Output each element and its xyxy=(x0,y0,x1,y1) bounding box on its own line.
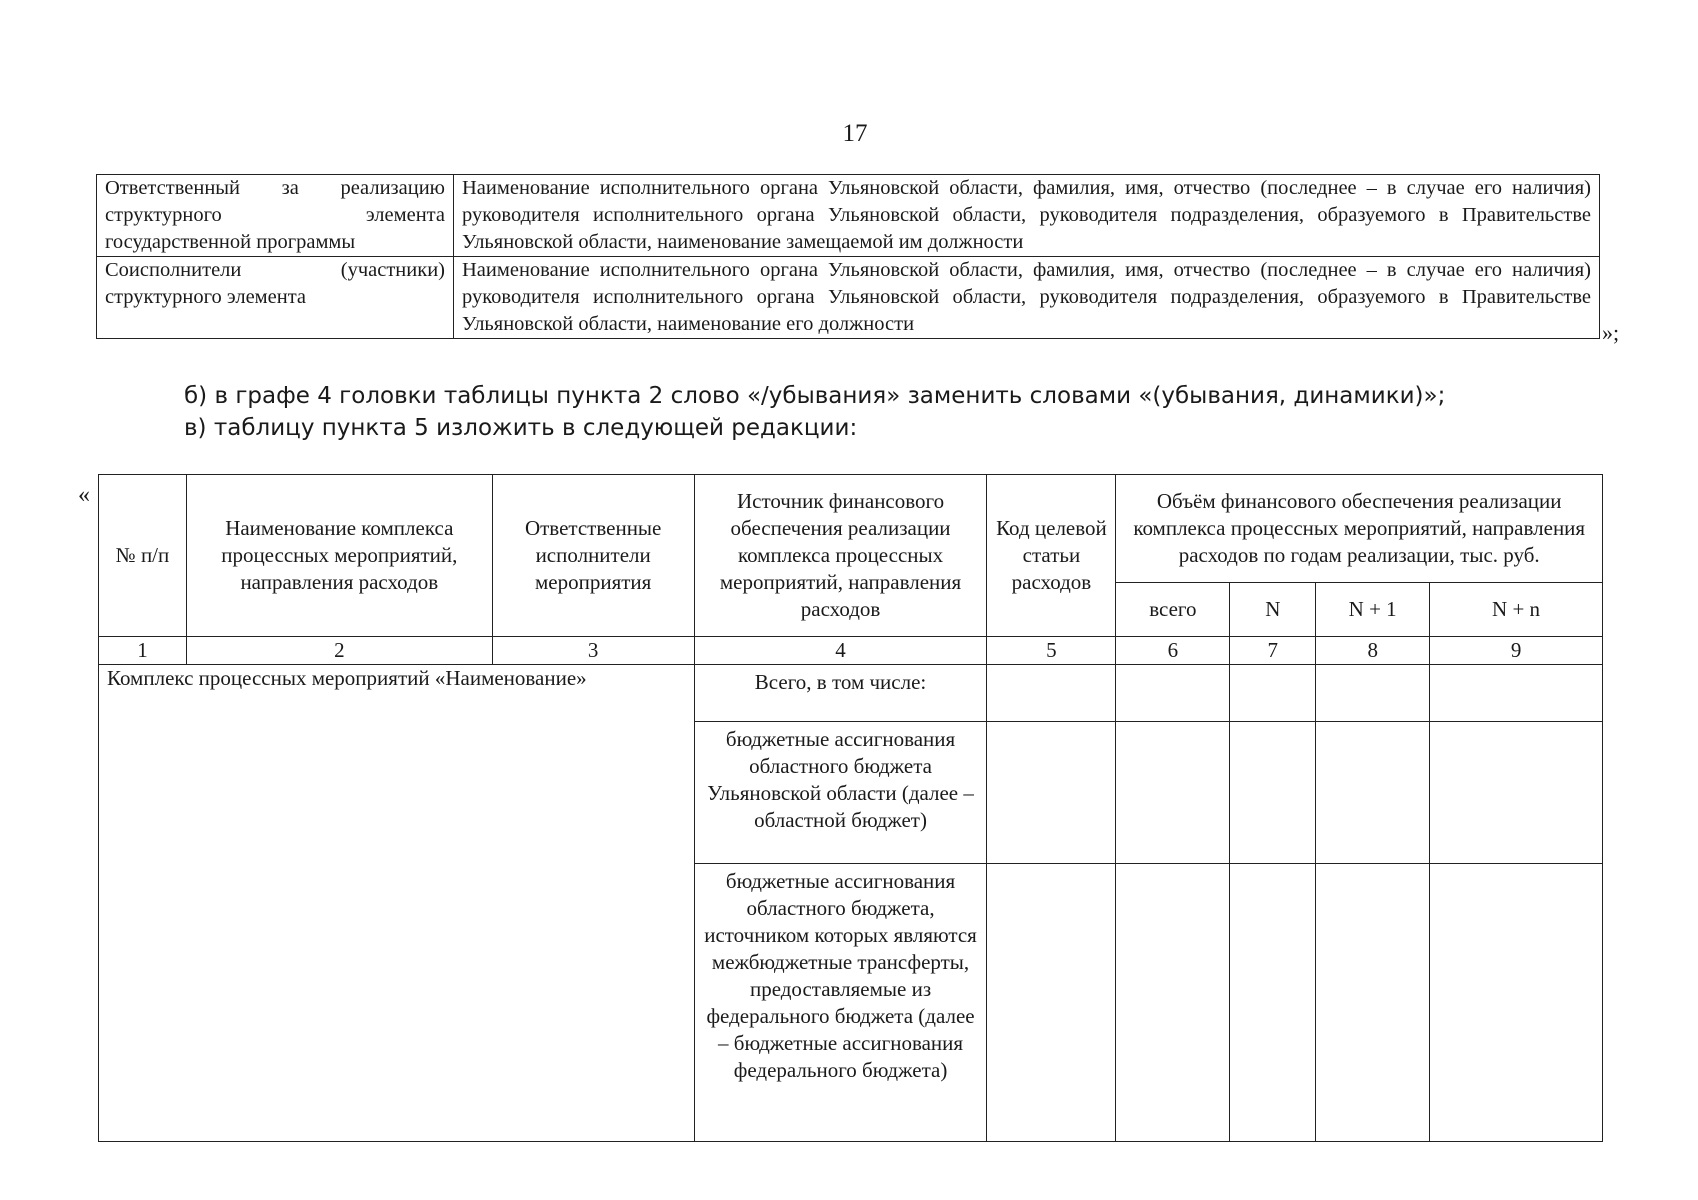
coexecutors-value: Наименование исполнительного органа Ульяновской области, фамилия, имя, отчество (последнее – в случае его наличия) руководителя исполнительного органа Ульяновской области, руководителя подразделения, образуемого в Правительстве Ульяновской области, наименование его должности xyxy=(454,257,1600,339)
table-row xyxy=(99,665,1603,722)
empty-cell xyxy=(1316,665,1430,722)
header-funding-volume: Объём финансового обеспечения реализации комплекса процессных мероприятий, направления расходов по годам реализации, тыс. руб. xyxy=(1116,475,1603,583)
column-number: 3 xyxy=(492,637,694,665)
opening-quote: « xyxy=(78,482,90,508)
column-number: 2 xyxy=(186,637,492,665)
empty-cell xyxy=(1430,665,1603,722)
column-number: 8 xyxy=(1316,637,1430,665)
header-funding-source: Источник финансового обеспечения реализации комплекса процессных мероприятий, направления расходов xyxy=(694,475,987,637)
responsibility-table xyxy=(96,174,1600,339)
closing-quote: »; xyxy=(1602,320,1620,345)
empty-cell xyxy=(1230,864,1316,1142)
column-number: 7 xyxy=(1230,637,1316,665)
empty-cell xyxy=(987,864,1116,1142)
column-number: 1 xyxy=(99,637,187,665)
empty-cell xyxy=(1116,722,1230,864)
header-executors: Ответственные исполнители мероприятия xyxy=(492,475,694,637)
header-number: № п/п xyxy=(99,475,187,637)
source-total: Всего, в том числе: xyxy=(694,665,987,722)
page-number: 17 xyxy=(842,120,868,147)
coexecutors-label: Соисполнители (участники) структурного элемента xyxy=(97,257,454,339)
empty-cell xyxy=(1430,864,1603,1142)
header-budget-code: Код целевой статьи расходов xyxy=(987,475,1116,637)
empty-cell xyxy=(1230,722,1316,864)
empty-cell xyxy=(1116,665,1230,722)
header-total: всего xyxy=(1116,583,1230,637)
responsible-value: Наименование исполнительного органа Ульяновской области, фамилия, имя, отчество (последнее – в случае его наличия) руководителя исполнительного органа Ульяновской области, руководителя подразделения, образуемого в Правительстве Ульяновской области, наименование замещаемой им должности xyxy=(454,175,1600,257)
column-number: 5 xyxy=(987,637,1116,665)
source-federal-transfers: бюджетные ассигнования областного бюджета, источником которых являются межбюджетные трансферты, предоставляемые из федерального бюджета (далее – бюджетные ассигнования федерального бюджета) xyxy=(694,864,987,1142)
table-row xyxy=(97,175,1600,257)
column-number: 9 xyxy=(1430,637,1603,665)
table-row xyxy=(97,257,1600,339)
column-number: 4 xyxy=(694,637,987,665)
paragraph-v: в) таблицу пункта 5 изложить в следующей редакции: xyxy=(184,415,858,441)
header-complex-name: Наименование комплекса процессных мероприятий, направления расходов xyxy=(186,475,492,637)
empty-cell xyxy=(987,722,1116,864)
header-year-nn: N + n xyxy=(1430,583,1603,637)
header-year-n1: N + 1 xyxy=(1316,583,1430,637)
funding-table xyxy=(98,474,1603,1142)
empty-cell xyxy=(1230,665,1316,722)
header-row xyxy=(99,475,1603,583)
complex-name-cell: Комплекс процессных мероприятий «Наименование» xyxy=(99,665,695,1142)
column-number: 6 xyxy=(1116,637,1230,665)
empty-cell xyxy=(1116,864,1230,1142)
empty-cell xyxy=(1316,722,1430,864)
header-year-n: N xyxy=(1230,583,1316,637)
source-regional-budget: бюджетные ассигнования областного бюджета Ульяновской области (далее – областной бюджет) xyxy=(694,722,987,864)
column-number-row xyxy=(99,637,1603,665)
paragraph-b: б) в графе 4 головки таблицы пункта 2 слово «/убывания» заменить словами «(убывания, динамики)»; xyxy=(184,383,1446,409)
empty-cell xyxy=(1316,864,1430,1142)
responsible-label: Ответственный за реализацию структурного элемента государственной программы xyxy=(97,175,454,257)
empty-cell xyxy=(1430,722,1603,864)
empty-cell xyxy=(987,665,1116,722)
